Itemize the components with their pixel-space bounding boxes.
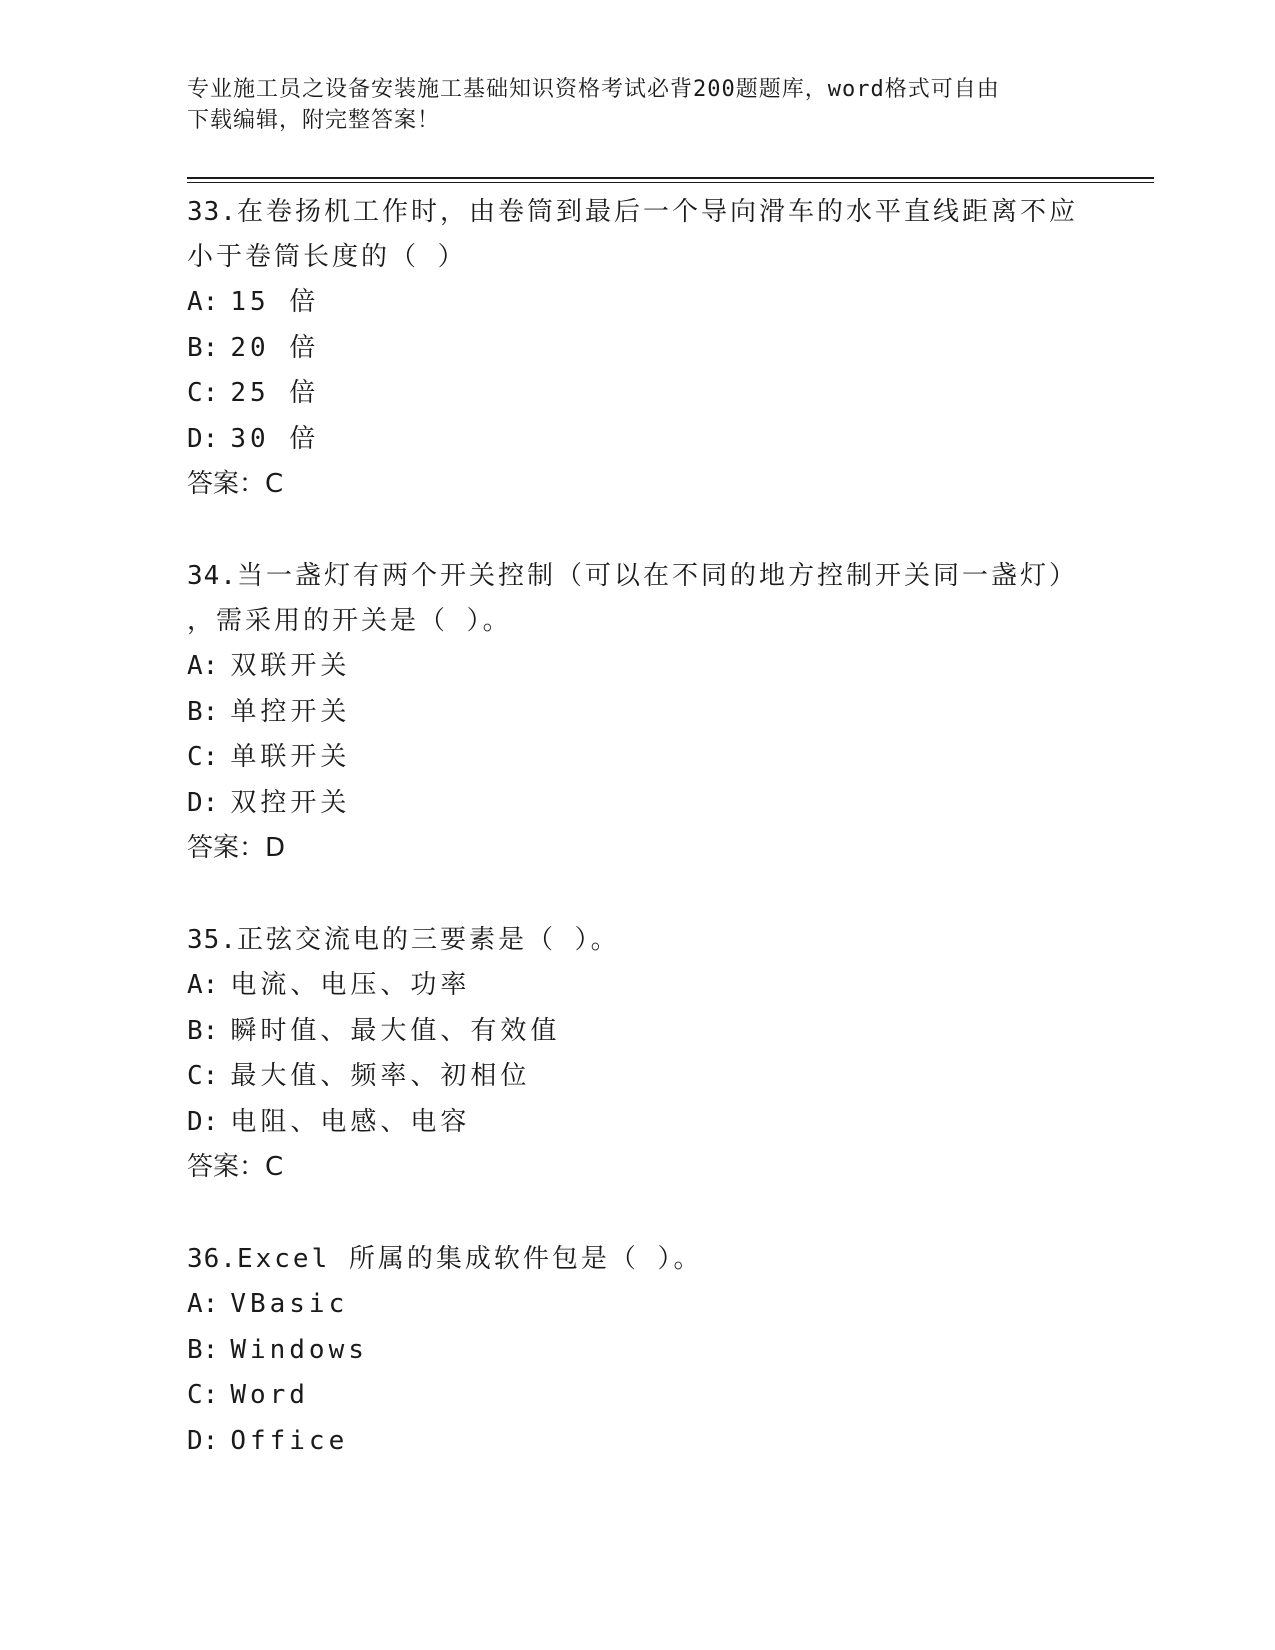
option-text: 20 倍 [230, 332, 320, 363]
option-text: Office [230, 1425, 349, 1456]
option-c [187, 371, 1087, 417]
question-spacer [187, 507, 1087, 554]
option-b [187, 1009, 1087, 1055]
option-text: 25 倍 [230, 378, 320, 408]
option-c [187, 735, 1087, 781]
option-text: 15 倍 [230, 287, 320, 317]
question-stem-line-1: 在卷扬机工作时，由卷筒到最后一个导向滑车的水平直线距离不应 [236, 197, 1078, 227]
header-divider-thin [187, 182, 1154, 183]
question-33 [187, 190, 1087, 507]
option-b [187, 326, 1087, 372]
question-number: 34. [187, 561, 237, 591]
option-d [187, 781, 1087, 827]
question-number: 33. [187, 197, 237, 227]
option-text: 30 倍 [230, 423, 320, 454]
answer-line: 答案：C [187, 469, 284, 499]
option-b [187, 1328, 1087, 1374]
question-stem-line-1: Excel 所属的集成软件包是（ ）。 [236, 1244, 703, 1274]
question-spacer [187, 871, 1087, 918]
option-letter: C: [187, 742, 219, 772]
option-text: 最大值、频率、初相位 [230, 1061, 531, 1091]
question-36 [187, 1237, 1087, 1464]
option-letter: A: [187, 1289, 219, 1319]
option-text: VBasic [230, 1289, 349, 1319]
option-letter: A: [187, 651, 219, 681]
option-letter: D: [187, 787, 219, 818]
header-line-1: 专业施工员之设备安装施工基础知识资格考试必背200题题库，word格式可自由 [187, 77, 1000, 102]
question-number: 36. [187, 1244, 237, 1274]
option-a [187, 1282, 1087, 1328]
option-letter: B: [187, 332, 219, 363]
question-spacer [187, 1190, 1087, 1237]
option-c [187, 1054, 1087, 1100]
option-text: 单联开关 [230, 742, 351, 772]
option-b [187, 690, 1087, 736]
document-header [187, 74, 1067, 136]
option-a [187, 644, 1087, 690]
question-stem [187, 554, 1087, 599]
option-text: 双联开关 [230, 651, 351, 681]
option-letter: C: [187, 1061, 219, 1091]
option-text: 瞬时值、最大值、有效值 [230, 1015, 561, 1046]
option-letter: D: [187, 1425, 219, 1456]
option-d [187, 1100, 1087, 1146]
option-letter: B: [187, 1015, 219, 1046]
option-letter: A: [187, 970, 219, 1000]
option-text: 双控开关 [230, 787, 351, 818]
question-stem-line-2: 小于卷筒长度的（ ） [187, 242, 467, 272]
option-letter: C: [187, 378, 219, 408]
option-letter: B: [187, 1334, 219, 1365]
option-letter: B: [187, 696, 219, 727]
option-letter: A: [187, 287, 219, 317]
option-a [187, 280, 1087, 326]
option-text: 电阻、电感、电容 [230, 1106, 471, 1137]
option-letter: D: [187, 1106, 219, 1137]
question-stem-line-1: 正弦交流电的三要素是（ ）。 [236, 925, 620, 955]
question-stem [187, 190, 1087, 235]
question-34 [187, 554, 1087, 871]
option-text: Windows [230, 1334, 368, 1365]
question-stem-line-1: 当一盏灯有两个开关控制（可以在不同的地方控制开关同一盏灯） [236, 561, 1078, 591]
option-d [187, 1419, 1087, 1465]
option-text: Word [230, 1380, 309, 1410]
option-text: 电流、电压、功率 [230, 970, 471, 1000]
question-stem [187, 918, 1087, 963]
question-stem [187, 1237, 1087, 1282]
option-d [187, 417, 1087, 463]
question-35 [187, 918, 1087, 1190]
option-text: 单控开关 [230, 696, 351, 727]
option-letter: D: [187, 423, 219, 454]
question-list [187, 190, 1087, 1464]
header-divider-thick [187, 177, 1154, 179]
answer-line: 答案：D [187, 833, 286, 863]
answer-line: 答案：C [187, 1152, 284, 1182]
question-stem-line-2: ，需采用的开关是（ ）。 [187, 606, 512, 636]
option-letter: C: [187, 1380, 219, 1410]
question-number: 35. [187, 925, 237, 955]
option-c [187, 1373, 1087, 1419]
option-a [187, 963, 1087, 1009]
header-line-2: 下载编辑，附完整答案！ [187, 108, 441, 133]
